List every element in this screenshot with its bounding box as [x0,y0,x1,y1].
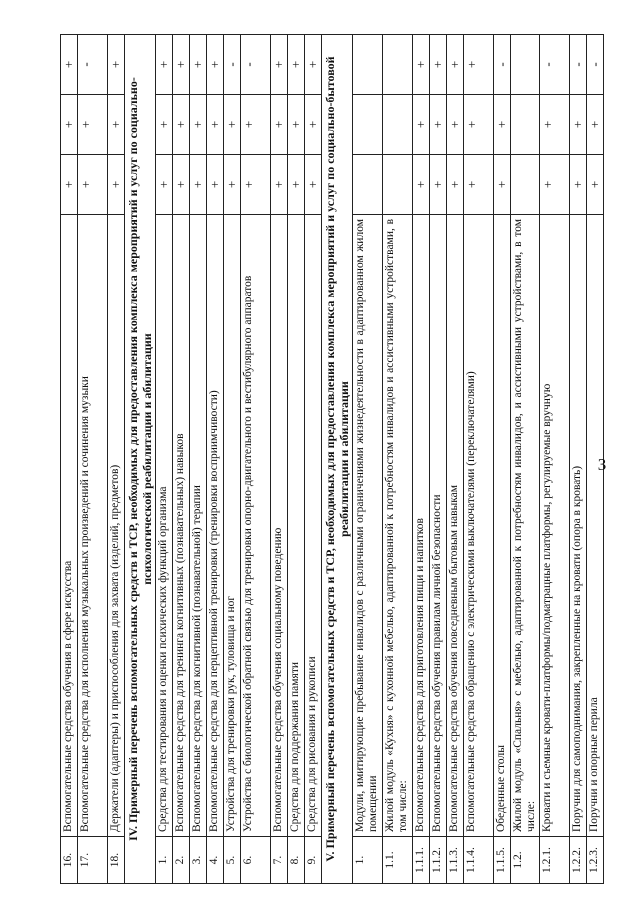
row-number: 1.1. [383,837,413,884]
availability-mark-3: - [241,35,271,95]
availability-mark-3: + [430,35,447,95]
availability-mark-1: + [288,155,305,215]
table-row [156,35,173,884]
row-number: 1.1.2. [430,837,447,884]
row-description: Вспомогательные средства обучения в сфере искусства [61,215,78,837]
availability-mark-2: + [190,95,207,155]
availability-mark-1: + [540,155,570,215]
row-number: 1.1.5. [494,837,511,884]
availability-mark-2: + [288,95,305,155]
row-number: 16. [61,837,78,884]
availability-mark-1: + [413,155,430,215]
table-body [61,35,604,884]
table-row [224,35,241,884]
section-header-row [125,35,156,884]
table-row [413,35,430,884]
row-number: 8. [288,837,305,884]
row-description: Вспомогательные средства для тренинга когнитивных (познавательных) навыков [173,215,190,837]
availability-mark-1: + [271,155,288,215]
availability-mark-3: + [447,35,464,95]
row-description: Средства для поддержания памяти [288,215,305,837]
availability-mark-2: + [587,95,604,155]
availability-mark-3: + [271,35,288,95]
table-row [353,35,383,884]
row-number: 1.2. [511,837,540,884]
row-number: 1.1.3. [447,837,464,884]
availability-mark-3: + [156,35,173,95]
availability-mark-3: - [224,35,241,95]
availability-mark-1: + [224,155,241,215]
availability-mark-3: - [570,35,587,95]
table-row [190,35,207,884]
row-description: Кровати и съемные кровати-платформы/подматрацные платформы, регулируемые вручную [540,215,570,837]
availability-mark-3: - [494,35,511,95]
availability-mark-1: + [464,155,494,215]
availability-mark-1: + [78,155,108,215]
row-description: Средства для тестирования и оценки психических функций организма [156,215,173,837]
page-number: 3 [597,454,607,474]
table-row [288,35,305,884]
row-description: Вспомогательные средства обучения правилам личной безопасности [430,215,447,837]
row-description: Поручни для самоподнимания, закрепленные на кровати (опора в кровать) [570,215,587,837]
availability-mark-1: + [241,155,271,215]
availability-mark-2: + [305,95,322,155]
table-row [511,35,540,884]
availability-mark-1 [383,155,413,215]
table-row [173,35,190,884]
availability-mark-2: + [540,95,570,155]
availability-mark-2 [353,95,383,155]
availability-mark-2: + [61,95,78,155]
availability-mark-2: + [207,95,224,155]
table-row [447,35,464,884]
row-number: 6. [241,837,271,884]
row-description: Обеденные столы [494,215,511,837]
row-number: 1.1.1. [413,837,430,884]
availability-mark-2: + [413,95,430,155]
availability-mark-1: + [587,155,604,215]
table-row [61,35,78,884]
table-row [540,35,570,884]
row-description: Вспомогательные средства для приготовления пищи и напитков [413,215,430,837]
table-row [570,35,587,884]
row-description: Устройства для тренировки рук, туловища и ног [224,215,241,837]
availability-mark-3 [511,35,540,95]
availability-mark-2: + [156,95,173,155]
row-number: 5. [224,837,241,884]
availability-mark-1: + [494,155,511,215]
equipment-table [60,34,604,884]
row-description: Вспомогательные средства для перцептивной тренировки (тренировки восприимчивости) [207,215,224,837]
availability-mark-1: + [61,155,78,215]
row-description: Устройства с биологической обратной связью для тренировки опорно-двигательного и вестибулярного аппаратов [241,215,271,837]
row-description: Модули, имитирующие пребывание инвалидов с различными ограничениями жизнедеятельности в адаптированном жилом помещении [353,215,383,837]
row-number: 2. [173,837,190,884]
table-row [494,35,511,884]
availability-mark-2: + [271,95,288,155]
row-number: 1.2.1. [540,837,570,884]
section-title: V. Примерный перечень вспомогательных средств и ТСР, необходимых для предоставления комплекса мероприятий и услуг по социально-бытовой реабилитации и абилитации [322,35,353,884]
availability-mark-1: + [305,155,322,215]
section-title: IV. Примерный перечень вспомогательных средств и ТСР, необходимых для предоставления комплекса мероприятий и услуг по социально-психологической реабилитации и абилитации [125,35,156,884]
row-number: 7. [271,837,288,884]
table-row [241,35,271,884]
availability-mark-3: - [78,35,108,95]
row-description: Средства для рисования и рукописи [305,215,322,837]
availability-mark-2: + [570,95,587,155]
availability-mark-1: + [430,155,447,215]
row-number: 1. [156,837,173,884]
availability-mark-2: + [464,95,494,155]
availability-mark-2: + [494,95,511,155]
availability-mark-3: + [190,35,207,95]
row-number: 1. [353,837,383,884]
row-description: Жилой модуль «Спальня» с мебелью, адаптированной к потребностям инвалидов, и ассистивными устройствами, в том числе: [511,215,540,837]
availability-mark-3: + [305,35,322,95]
row-description: Вспомогательные средства обучения повседневным бытовым навыкам [447,215,464,837]
availability-mark-2: + [224,95,241,155]
availability-mark-2 [383,95,413,155]
availability-mark-3: + [173,35,190,95]
availability-mark-1 [353,155,383,215]
row-number: 18. [108,837,125,884]
availability-mark-2: + [430,95,447,155]
availability-mark-3: + [108,35,125,95]
section-header-row [322,35,353,884]
table-row [271,35,288,884]
availability-mark-2: + [241,95,271,155]
table-row [464,35,494,884]
availability-mark-2: + [173,95,190,155]
row-description: Вспомогательные средства обучения социальному поведению [271,215,288,837]
table-row [305,35,322,884]
availability-mark-1: + [156,155,173,215]
row-description: Жилой модуль «Кухня» с кухонной мебелью, адаптированной к потребностям инвалидов и ассистивными устройствами, в том числе: [383,215,413,837]
table-row [383,35,413,884]
row-number: 1.2.3. [587,837,604,884]
availability-mark-2: + [108,95,125,155]
row-description: Вспомогательные средства для исполнения музыкальных произведений и сочинения музыки [78,215,108,837]
availability-mark-3: - [587,35,604,95]
availability-mark-3: + [207,35,224,95]
availability-mark-1: + [207,155,224,215]
row-number: 1.1.4. [464,837,494,884]
availability-mark-1: + [108,155,125,215]
availability-mark-3: + [288,35,305,95]
table-row [207,35,224,884]
availability-mark-2: + [78,95,108,155]
table-row [108,35,125,884]
availability-mark-3: + [413,35,430,95]
availability-mark-3: + [61,35,78,95]
row-number: 9. [305,837,322,884]
availability-mark-2 [511,95,540,155]
availability-mark-1: + [173,155,190,215]
availability-mark-1 [511,155,540,215]
row-description: Поручни и опорные перила [587,215,604,837]
availability-mark-1: + [190,155,207,215]
table-row [78,35,108,884]
row-number: 17. [78,837,108,884]
availability-mark-3 [383,35,413,95]
availability-mark-3: - [540,35,570,95]
table-row [430,35,447,884]
row-number: 3. [190,837,207,884]
row-number: 4. [207,837,224,884]
availability-mark-3 [353,35,383,95]
row-number: 1.2.2. [570,837,587,884]
availability-mark-3: + [464,35,494,95]
row-description: Вспомогательные средства для когнитивной (познавательной) терапии [190,215,207,837]
availability-mark-2: + [447,95,464,155]
row-description: Держатели (адаптеры) и приспособления для захвата (изделий, предметов) [108,215,125,837]
row-description: Вспомогательные средства обращению с электрическими выключателями (переключателями) [464,215,494,837]
availability-mark-1: + [570,155,587,215]
availability-mark-1: + [447,155,464,215]
